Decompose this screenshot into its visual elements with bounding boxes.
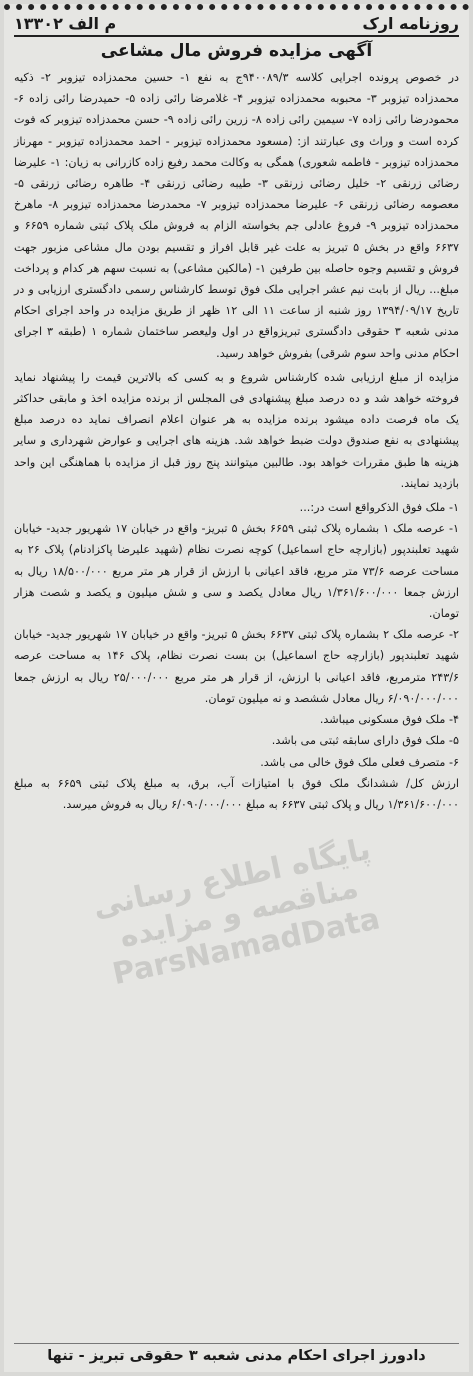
occupancy-note: ۶- متصرف فعلی ملک فوق خالی می باشد. <box>260 755 459 769</box>
newspaper-clipping <box>4 4 469 1372</box>
newspaper-name: روزنامه ارک <box>362 14 459 33</box>
total-value-paragraph: ارزش کل/ ششدانگ ملک فوق با امتیازات آب، برق، به مبلغ پلاک ثبتی ۶۶۵۹ به مبلغ ۱/۳۶۱/۶۰۰/۰۰۰ ریال و پلاک ثبتی ۶۶۳۷ به مبلغ ۶/۰۹۰/۰۰۰/۰۰۰ ریال به فروش میرسد. <box>14 776 459 811</box>
notice-intro-paragraph: در خصوص پرونده اجرایی کلاسه ۹۴۰۰۸۹/۳ج به نفع ۱- حسین محمدزاده تیزوبر ۲- ذکیه محمدزاده تیزوبر ۳- محبوبه محمدزاده تیزوبر ۴- غلامرضا رائی زاده ۵- حمیدرضا رائی زاده ۶- محمودرضا رائی زاده ۷- سیمین رائی زاده ۸- زرین رائی زاده ۹- حسن محمدزاده تیزوبر که فوت کرده است و وراث وی عبارتند از: (مسعود محمدزاده تیزوبر - احمد محمدزاده تیزوبر - مهرناز محمدزاده تیزوبر - فاطمه شعوری) همگی به وکالت محمد رفیع زاده کازرانی به زیان: ۱- علیرضا رضائی زرنقی ۲- خلیل رضائی زرنقی ۳- طیبه رضائی زرنقی ۴- طاهره رضائی زرنقی ۵- معصومه رضائی زرنقی ۶- علیرضا محمدزاده تیزوبر ۷- محمدرضا محمدزاده تیزوبر ۸- ماهرخ محمدزاده تیزوبر ۹- فروغ عادلی جم بخواسته الزام به فروش ملک پلاک ثبتی شماره ۶۶۵۹ و ۶۶۳۷ واقع در بخش ۵ تبریز به علت غیر قابل افراز و تقسیم بودن مال مشاعی مزبور جهت فروش و تقسیم وجوه حاصله بین طرفین ۱- (مالکین مشاعی) به نسبت سهم هر کدام و پرداخت مبلغ... ریال از بابت نیم عشر اجرایی ملک فوق توسط کارشناس رسمی دادگستری ارزیابی و در تاریخ ۱۳۹۴/۰۹/۱۷ روز شنبه از ساعت ۱۱ الی ۱۲ ظهر از طریق مزایده در واحد اجرای احکام مدنی شعبه ۳ حقوقی دادگستری تبریزواقع در اول ولیعصر ساختمان شماره ۱ (طبقه ۳ اجرای احکام مدنی واحد سوم شرقی) بفروش خواهد رسید. <box>14 71 459 360</box>
registration-note: ۵- ملک فوق دارای سابقه ثبتی می باشد. <box>271 734 459 748</box>
signature-line: دادورز اجرای احکام مدنی شعبه ۳ حقوقی تبریز - تنها <box>14 1343 459 1364</box>
notice-code: م الف ۱۳۳۰۲ <box>14 14 117 33</box>
property-2-description: ۲- عرصه ملک ۲ بشماره پلاک ثبتی ۶۶۳۷ بخش ۵ تبریز- واقع در خیابان ۱۷ شهریور جدید- خیابان شهید تعلبندپور (بازارچه حاج اسماعیل) بن بست نصرت نظام، پلاک ۱۴۶ به مساحت عرصه ۲۴۳/۶ مترمربع، فاقد اعیانی با ارزش، از قرار هر متر مربع ۲۵/۰۰۰/۰۰۰ ریال به ارزش جمعا ۶/۰۹۰/۰۰۰/۰۰۰ ریال معادل ششصد و نه میلیون تومان. <box>14 628 460 705</box>
auction-terms-paragraph: مزایده از مبلغ ارزیابی شده کارشناس شروع و به کسی که بالاترین قیمت را پیشنهاد نماید فروخته خواهد شد و ده درصد مبلغ پیشنهادی فی المجلس از برنده مزایده اخذ و مابقی حداکثر یک ماه فرصت داده میشود برنده مزایده به هر عنوان اعلام انصراف نماید ده درصد مبلغ پیشنهادی به نفع صندوق دولت ضبط خواهد شد. هزینه های اجرایی و عوارض شهرداری و سایر هزینه ها طبق مقررات خواهد بود. طالبین میتوانند پنج روز قبل از مزایده با هماهنگی این واحد بازدید نمایند. <box>14 370 459 490</box>
property-location-heading: ۱- ملک فوق الذکرواقع است در:... <box>299 501 459 515</box>
notice-title: آگهی مزایده فروش مال مشاعی <box>100 41 373 61</box>
property-1-description: ۱- عرصه ملک ۱ بشماره پلاک ثبتی ۶۶۵۹ بخش ۵ تبریز- واقع در خیابان ۱۷ شهریور جدید- خیابان شهید تعلبندپور (بازارچه حاج اسماعیل) کوچه نصرت نظام (شهید علیرضا پاکزادنام) پلاک ۲۶ به مساحت عرصه ۷۳/۶ متر مربع، فاقد اعیانی با ارزش از قرار هر متر مربع ۱۸/۵۰۰/۰۰۰ ریال به ارزش جمعا ۱/۳۶۱/۶۰۰/۰۰۰ ریال معادل یکصد و سی و شش میلیون و یکصد و شصت هزار تومان. <box>14 522 460 621</box>
property-usage-note: ۴- ملک فوق مسکونی میباشد. <box>319 713 459 727</box>
site-watermark: پایگاه اطلاع رسانی مناقصه و مزایده ParsNamadData <box>89 831 384 993</box>
masthead <box>14 14 459 37</box>
